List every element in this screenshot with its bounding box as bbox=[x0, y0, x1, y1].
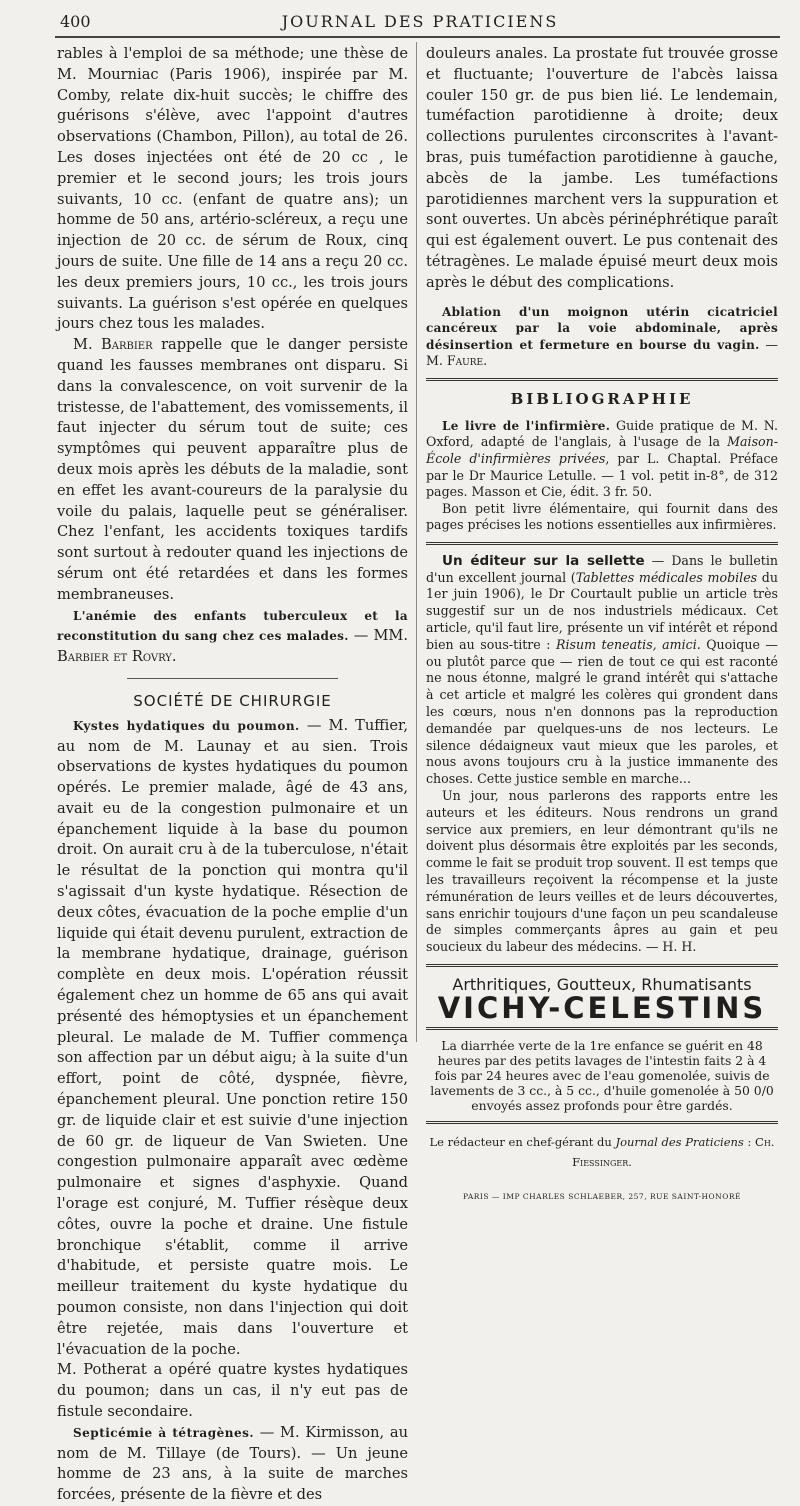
advertisement-text: La diarrhée verte de la 1re enfance se guérit en 48 heures par des petits lavages de l'intestin faits 2 à 4 fois par 24 heures avec de l'eau gomenolée, suivis de lavements de 3 cc., à 5 cc., d'huile gomenolée à 50 0/0 envoyés assez profonds pour être gardés. bbox=[430, 1037, 774, 1113]
book-review: Bon petit livre élémentaire, qui fournit dans des pages précises les notions essentielles aux infirmières. bbox=[426, 500, 778, 533]
paragraph: rables à l'emploi de sa méthode; une thèse de M. Mourniac (Paris 1906), inspirée par M. Comby, relate dix-huit succès; le chiffre des guérisons s'élève, avec l'appoint d'autres observations (Chambon, Pillon), au total de 26. Les doses injectées ont été de 20 cc , le premier et le second jours; les trois jours suivants, 10 cc. (enfant de quatre ans); un homme de 50 ans, artério-scléreux, a reçu une injection de 20 cc. de sérum de Roux, cinq jours de suite. Une fille de 14 ans a reçu 20 cc. les deux premiers jours, 10 cc., les trois jours suivants. La guérison s'est opérée en quelques jours chez tous les malades. bbox=[57, 45, 408, 333]
separator bbox=[426, 964, 778, 967]
paragraph: douleurs anales. La prostate fut trouvée grosse et fluctuante; l'ouverture de l'abcès laissa couler 150 gr. de pus bien lié. Le lendemain, tuméfaction parotidienne à droite; deux collections purulentes circonscrites à l'avant-bras, puis tuméfaction parotidienne à gauche, abcès de la jambe. Les tuméfactions parotidiennes marchent vers la suppuration et sont ouvertes. Un abcès périnéphrétique paraît qui est également ouvert. Le pus contenait des tétragènes. Le malade épuisé meurt deux mois après le début des complications. bbox=[426, 45, 778, 291]
book-entry: Le livre de l'infirmière. Guide pratique de M. N. Oxford, adapté de l'anglais, à l'usage de la Maison-École d'infirmières privées, par L. Chaptal. Préface par le Dr Maurice Letulle. — 1 vol. petit in-8°, de 312 pages. Masson et Cie, édit. 3 fr. 50. bbox=[426, 417, 779, 500]
column-divider bbox=[416, 42, 417, 1042]
left-column bbox=[57, 44, 408, 1506]
editor-signature: Le rédacteur en chef-gérant du Journal des Praticiens : Ch. Fiessinger. bbox=[429, 1134, 775, 1170]
separator bbox=[426, 1121, 778, 1124]
printer-line: PARIS — IMP CHARLES SCHLAEBER, 257, RUE SAINT-HONORÉ bbox=[463, 1192, 741, 1202]
journal-title: JOURNAL DES PRATICIENS bbox=[281, 12, 559, 31]
article-note: Ablation d'un moignon utérin cicatriciel cancéreux par la voie abdominale, après désinsertion et fermeture en bourse du vagin. — M. Faure. bbox=[426, 304, 778, 369]
advertisement-subtitle: Arthritiques, Goutteux, Rhumatisants bbox=[452, 975, 752, 995]
separator bbox=[426, 1027, 778, 1030]
section-title: SOCIÉTÉ DE CHIRURGIE bbox=[133, 691, 332, 710]
article-note: L'anémie des enfants tuberculeux et la reconstitution du sang chez ces malades. — MM. Barbier et Rovry. bbox=[57, 608, 408, 666]
editorial: Un éditeur sur la sellette — Dans le bulletin d'un excellent journal (Tablettes médicales mobiles du 1er juin 1906), le Dr Courtault publie un article très suggestif sur un de nos industriels médicaux. Cet article, qu'il faut lire, présente un vif intérêt et répond bien au sous-titre : Risum teneatis, amici. Quoique — ou plutôt parce que — rien de tout ce qui est raconté ne nous étonne, malgré le grand intérêt qui s'attache à cet article et malgré les colères qui grondent dans les cœurs, nous n'en donnons pas la reproduction demandée par quelques-uns de nos lecteurs. Le silence dédaigneux vaut mieux que les paroles, et nous avons toujours cru à la justice immanente des choses. Cette justice semble en marche... bbox=[426, 552, 778, 787]
paragraph: M. Potherat a opéré quatre kystes hydatiques du poumon; dans un cas, il n'y eut pas de fistule secondaire. bbox=[57, 1361, 408, 1420]
separator bbox=[127, 678, 338, 679]
bibliography-title: BIBLIOGRAPHIE bbox=[510, 389, 694, 408]
right-column bbox=[426, 44, 778, 1208]
paragraph: M. Barbier rappelle que le danger persiste quand les fausses membranes ont disparu. Si dans la convalescence, on voit survenir de la tristesse, de l'abattement, des vomissements, il faut injecter du sérum tout de suite; ces symptômes qui peuvent apparaître plus de deux mois après les débuts de la maladie, sont en effet les avant-coureurs de la paralysie du voile du palais, laquelle peut se généraliser. Chez l'enfant, les accidents toxiques tardifs sont surtout à redouter quand les injections de sérum ont été retardées et dans les formes membraneuses. bbox=[57, 336, 409, 603]
separator bbox=[426, 542, 778, 545]
separator bbox=[426, 378, 778, 381]
header-rule bbox=[55, 36, 780, 38]
article: Kystes hydatiques du poumon. — M. Tuffier, au nom de M. Launay et au sien. Trois observations de kystes hydatiques du poumon opérés. Le premier malade, âgé de 43 ans, avait eu de la congestion pulmonaire et un épanchement liquide à la base du poumon droit. On aurait cru à de la tuberculose, n'était le résultat de la ponction qui montra qu'il s'agissait d'un kyste hydatique. Résection de deux côtes, évacuation de la poche emplie d'un liquide qui était devenu purulent, extraction de la membrane hydatique, drainage, guérison complète en deux mois. L'opération réussit également chez un homme de 65 ans qui avait présenté des hémoptysies et un épanchement pleural. Le malade de M. Tuffier commença son affection par un début aigu; à la suite d'un effort, point de côté, dyspnée, fièvre, épanchement pleural. Une ponction retire 150 gr. de liquide clair et est suivie d'une injection de 60 gr. de liqueur de Van Swieten. Une congestion pulmonaire apparaît avec œdème pulmonaire et signes d'asphyxie. Quand l'orage est conjuré, M. Tuffier résèque deux côtes, ouvre la poche et draine. Une fistule bronchique s'établit, comme il arrive d'habitude, et persiste quatre mois. Le meilleur traitement du kyste hydatique du poumon consiste, non dans l'injection qui doit être rejetée, mais dans l'ouverture et l'évacuation de la poche. bbox=[57, 716, 408, 1358]
page-header bbox=[60, 10, 780, 36]
page-number: 400 bbox=[60, 12, 91, 31]
article: Septicémie à tétragènes. — M. Kirmisson, au nom de M. Tillaye (de Tours). — Un jeune homme de 23 ans, à la suite de marches forcées, présente de la fièvre et des bbox=[57, 1423, 408, 1504]
editorial: Un jour, nous parlerons des rapports entre les auteurs et les éditeurs. Nous rendrons un grand service aux premiers, en leur démontrant qu'ils ne doivent plus désormais être exploités par les seconds, comme le fait se produit trop souvent. Il est temps que les travailleurs reçoivent la récompense et la juste rémunération de leurs veilles et de leurs découvertes, sans enrichir toujours d'une façon un peu scandaleuse de simples commerçants âpres au gain et peu soucieux du labeur des médecins. — H. H. bbox=[426, 788, 778, 955]
advertisement-brand: VICHY-CELESTINS bbox=[437, 990, 767, 1025]
